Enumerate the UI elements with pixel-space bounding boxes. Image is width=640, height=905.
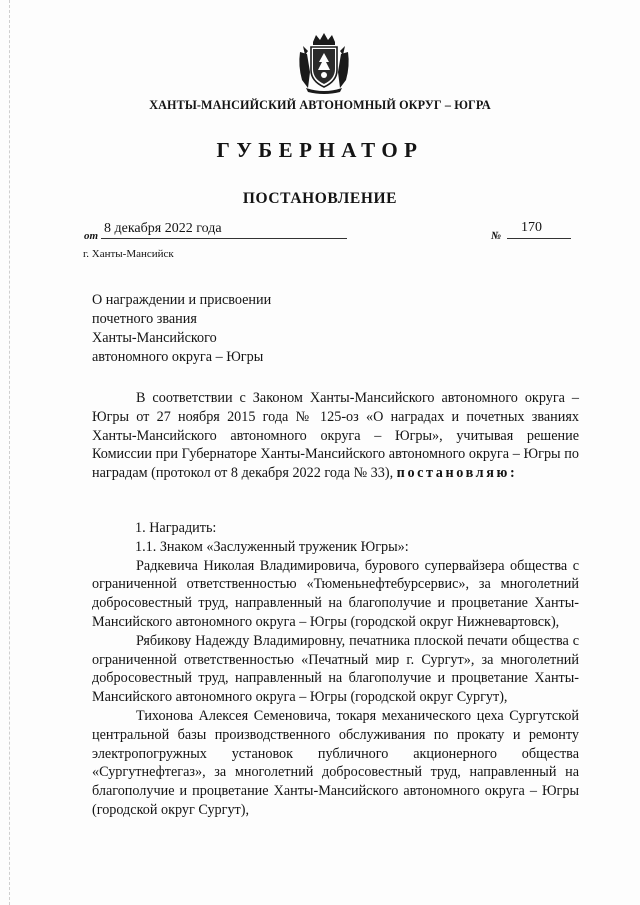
document-subject bbox=[92, 291, 271, 367]
decree-keyword: постановляю bbox=[396, 465, 510, 482]
decree-body bbox=[92, 519, 579, 820]
number-underline bbox=[507, 238, 571, 239]
authority-title: ГУБЕРНАТОР bbox=[216, 138, 424, 162]
decree-colon: : bbox=[509, 465, 515, 482]
document-date: 8 декабря 2022 года bbox=[104, 221, 222, 236]
document-type: ПОСТАНОВЛЕНИЕ bbox=[242, 190, 398, 207]
awardee-paragraph: Тихонова Алексея Семеновича, токаря механического цеха Сургутской центральной базы производственного обслуживания по прокату и ремонту электропогружных установок публичного акционерного общества «Сургутнефтегаз», за многолетний добросовестный труд, направленный на благополучие и процветание Ханты-Мансийского автономного округа – Югры (городской округ Сургут), bbox=[92, 707, 579, 818]
coat-of-arms-icon bbox=[296, 32, 352, 94]
date-prefix: от bbox=[84, 230, 99, 242]
document-number: 170 bbox=[521, 220, 542, 235]
preamble-paragraph bbox=[92, 389, 579, 483]
item-1-1: 1.1. Знаком «Заслуженный труженик Югры»: bbox=[135, 538, 409, 555]
subject-line: почетного звания bbox=[92, 311, 197, 327]
number-sign: № bbox=[491, 230, 502, 242]
scan-edge-line bbox=[9, 0, 10, 905]
subject-line: О награждении и присвоении bbox=[92, 292, 272, 308]
preamble-text: В соответствии с Законом Ханты-Мансийского автономного округа – Югры от 27 ноября 2015 года № 125-оз «О наградах и почетных званиях Ханты-Мансийского автономного округа – Югры», учитывая решение Комиссии при Губернаторе Ханты-Мансийского автономного округа – Югры по наградам (протокол от 8 декабря 2022 года № 33), bbox=[92, 390, 579, 482]
date-underline bbox=[101, 238, 347, 239]
issue-city: г. Ханты-Мансийск bbox=[83, 248, 174, 260]
awardee-paragraph: Рябикову Надежду Владимировну, печатника плоской печати общества с ограниченной ответственностью «Печатный мир г. Сургут», за многолетний добросовестный труд, направленный на благополучие и процветание Ханты-Мансийского автономного округа – Югры (городской округ Сургут), bbox=[92, 632, 579, 706]
subject-line: Ханты-Мансийского bbox=[92, 330, 217, 346]
subject-line: автономного округа – Югры bbox=[92, 349, 264, 365]
date-number-row bbox=[84, 220, 572, 244]
preamble-block bbox=[92, 389, 579, 483]
item-1: 1. Наградить: bbox=[135, 520, 217, 536]
awardee-paragraph: Радкевича Николая Владимировича, бурового супервайзера общества с ограниченной ответственностью «Тюменьнефтебурсервис», за многолетний добросовестный труд, направленный на благополучие и процветание Ханты-Мансийского автономного округа – Югры (городской округ Нижневартовск), bbox=[92, 557, 579, 630]
region-name: ХАНТЫ-МАНСИЙСКИЙ АВТОНОМНЫЙ ОКРУГ – ЮГРА bbox=[149, 98, 491, 112]
